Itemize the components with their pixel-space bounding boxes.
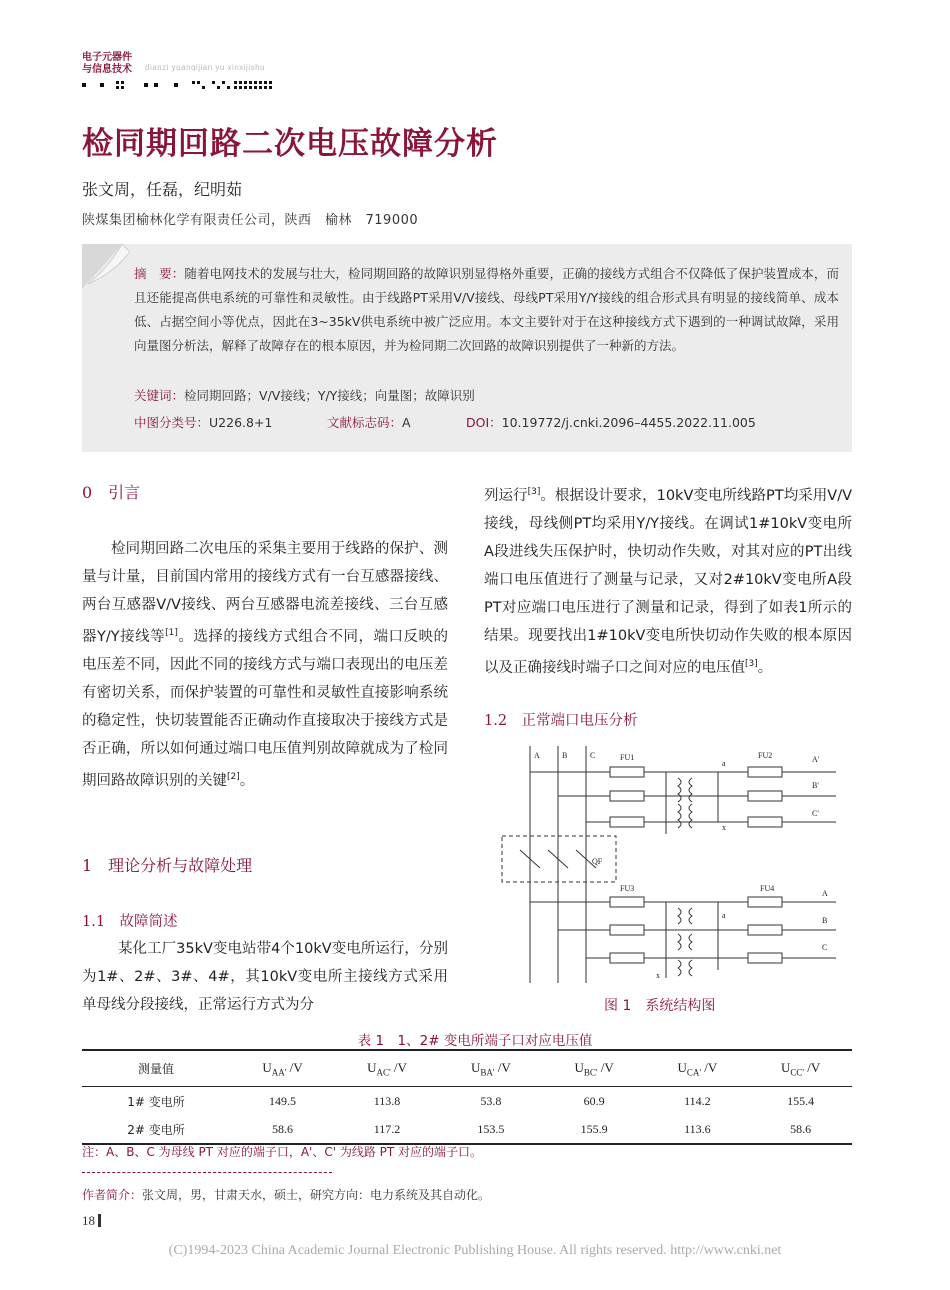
table-row <box>82 1115 852 1144</box>
diagram-label-C: C <box>590 751 596 760</box>
diagram-label-B-prime: B' <box>812 781 819 790</box>
page-curl-decoration <box>82 244 142 294</box>
diagram-label-FU4: FU4 <box>760 884 775 893</box>
table-header-col: $U_{CC'}$ /V <box>781 1059 821 1078</box>
table-row <box>82 1087 852 1116</box>
table-cell: 155.4 <box>787 1093 815 1108</box>
table-row-label: 2# 变电所 <box>127 1122 185 1137</box>
journal-name-line2: 与信息技术 <box>82 64 132 75</box>
right-column-paragraph <box>484 478 852 682</box>
document-code <box>327 413 411 431</box>
abstract-text <box>134 262 839 358</box>
diagram-label-FU3: FU3 <box>620 884 635 893</box>
table-header-row <box>82 1050 852 1087</box>
diagram-label-a2: a <box>722 911 726 920</box>
diagram-label-C-prime: C' <box>812 809 819 818</box>
article-authors: 张文周，任磊，纪明茹 <box>82 180 243 199</box>
diagram-label-QF: QF <box>592 857 603 866</box>
doi <box>466 413 756 431</box>
table-header-col: $U_{AC'}$ /V <box>367 1059 407 1078</box>
voltage-table <box>82 1049 852 1145</box>
copyright-notice: (C)1994-2023 China Academic Journal Electronic Publishing House. All rights reserved. http://www.cnki.net <box>168 1243 782 1258</box>
keywords-label: 关键词： <box>134 388 185 403</box>
section-1-1-paragraph: 某化工厂35kV变电站带4个10kV变电所运行，分别为1#、2#、3#、4#，其10kV变电所主接线方式采用单母线分段接线，正常运行方式为分 <box>82 941 448 1013</box>
system-structure-diagram <box>496 738 846 988</box>
page-number: 18 <box>82 1213 95 1228</box>
section-1-1-heading: 1.1 故障简述 <box>82 914 178 930</box>
table-cell: 58.6 <box>790 1121 812 1136</box>
section-1-heading: 1 理论分析与故障处理 <box>82 856 253 875</box>
intro-text-1: 检同期回路二次电压的采集主要用于线路的保护、测量与计量，目前国内常用的接线方式有一台互感器接线、两台互感器V/V接线、两台互感器电流差接线、三台互感器Y/Y接线等 <box>82 541 448 645</box>
table-cell: 155.9 <box>580 1121 608 1136</box>
citation-3[interactable]: [3] <box>527 487 541 497</box>
abstract-label: 摘 要： <box>134 266 185 281</box>
table-header-col: $U_{BA'}$ /V <box>471 1059 511 1078</box>
author-bio-label: 作者简介： <box>82 1188 143 1202</box>
doccode-label: 文献标志码： <box>327 415 403 430</box>
table-header-measure: 测量值 <box>137 1062 174 1076</box>
doi-label: DOI： <box>466 415 502 430</box>
diagram-label-FU1: FU1 <box>620 753 635 762</box>
intro-end: 。 <box>239 772 255 789</box>
diagram-label-A: A <box>534 751 540 760</box>
header-dot-pattern <box>82 80 277 90</box>
abstract-body: 随着电网技术的发展与壮大，检同期回路的故障识别显得格外重要，正确的接线方式组合不仅降低了保护装置成本，而且还能提高供电系统的可靠性和灵敏性。由于线路PT采用V/V接线、母线PT采用Y/Y接线的组合形式具有明显的接线简单、成本低、占据空间小等优点，因此在3~35kV供电系统中被广泛应用。本文主要针对于在这种接线方式下遇到的一种调试故障，采用向量图分析法，解释了故障存在的根本原因，并为检同期二次回路的故障识别提供了一种新的方法。 <box>134 266 839 353</box>
table-cell: 60.9 <box>583 1093 605 1108</box>
doi-value: 10.19772/j.cnki.2096–4455.2022.11.005 <box>501 415 756 430</box>
table-header-col: $U_{AA'}$ /V <box>262 1059 303 1078</box>
journal-pinyin: dianzi yuanqijian yu xinxijishu <box>145 63 266 72</box>
right-end: 。 <box>757 659 773 676</box>
keywords <box>134 386 475 404</box>
table-note: 注：A、B、C 为母线 PT 对应的端子口，A'、C' 为线路 PT 对应的端子口。 <box>82 1145 483 1159</box>
right-text-1: 列运行 <box>484 487 528 504</box>
table-header-col: $U_{BC'}$ /V <box>574 1059 614 1078</box>
diagram-label-A-prime: A' <box>812 755 820 764</box>
table-row-label: 1# 变电所 <box>127 1094 185 1109</box>
article-affiliation: 陕煤集团榆林化学有限责任公司，陕西 榆林 719000 <box>82 213 419 228</box>
article-title: 检同期回路二次电压故障分析 <box>82 126 498 162</box>
figure-1-caption: 图 1 系统结构图 <box>604 998 716 1014</box>
citation-2[interactable]: [2] <box>227 771 240 782</box>
intro-paragraph <box>82 535 448 795</box>
section-intro-heading: 0 引言 <box>82 483 141 502</box>
diagram-label-A-out: A <box>822 889 828 898</box>
right-text-2: 。根据设计要求，10kV变电所线路PT均采用V/V接线，母线侧PT均采用Y/Y接线。在调试1#10kV变电所A段进线失压保护时，快切动作失败，对其对应的PT出线端口电压值进行了测量与记录，又对2#10kV变电所A段PT对应端口电压进行了测量和记录，得到了如表1所示的结果。现要找出1#10kV变电所快切动作失败的根本原因以及正确接线时端子口之间对应的电压值 <box>484 487 853 676</box>
author-bio-text: 张文周，男，甘肃天水，硕士，研究方向：电力系统及其自动化。 <box>142 1188 491 1202</box>
diagram-label-FU2: FU2 <box>758 751 773 760</box>
diagram-label-x1: x <box>722 823 726 832</box>
author-bio <box>82 1186 490 1203</box>
citation-1[interactable]: [1] <box>165 628 178 638</box>
table-1-caption: 表 1 1、2# 变电所端子口对应电压值 <box>357 1033 593 1049</box>
table-cell: 113.8 <box>373 1093 401 1108</box>
section-1-2-heading: 1.2 正常端口电压分析 <box>484 713 638 729</box>
table-cell: 153.5 <box>477 1121 505 1136</box>
clc-number <box>134 413 272 431</box>
diagram-label-C-out: C <box>822 943 828 952</box>
table-cell: 113.6 <box>684 1121 711 1136</box>
table-cell: 58.6 <box>272 1121 294 1136</box>
doccode-value: A <box>402 415 411 430</box>
diagram-label-a1: a <box>722 759 726 768</box>
citation-3b[interactable]: [3] <box>745 658 758 669</box>
table-cell: 53.8 <box>480 1093 502 1108</box>
diagram-label-B-out: B <box>822 916 828 925</box>
intro-text-2: 。选择的接线方式组合不同，端口反映的电压差不同，因此不同的接线方式与端口表现出的电压差有密切关系，而保护装置的可靠性和灵敏性直接影响系统的稳定性，快切装置能否正确动作直接取决于接线方式是否正确，所以如何通过端口电压值判别故障就成为了检同期回路故障识别的关键 <box>82 628 448 789</box>
table-cell: 114.2 <box>684 1093 711 1108</box>
journal-name <box>82 52 132 76</box>
table-cell: 149.5 <box>269 1093 297 1108</box>
page-number-bar <box>98 1214 101 1227</box>
diagram-label-x2: x <box>656 971 660 980</box>
clc-value: U226.8+1 <box>209 415 273 430</box>
table-cell: 117.2 <box>373 1121 401 1136</box>
clc-label: 中图分类号： <box>134 415 210 430</box>
diagram-label-B: B <box>562 751 568 760</box>
keywords-value: 检同期回路；V/V接线；Y/Y接线；向量图；故障识别 <box>184 388 475 403</box>
table-header-col: $U_{CA'}$ /V <box>677 1059 718 1078</box>
footnote-divider <box>82 1172 332 1173</box>
journal-name-line1: 电子元器件 <box>82 52 132 63</box>
